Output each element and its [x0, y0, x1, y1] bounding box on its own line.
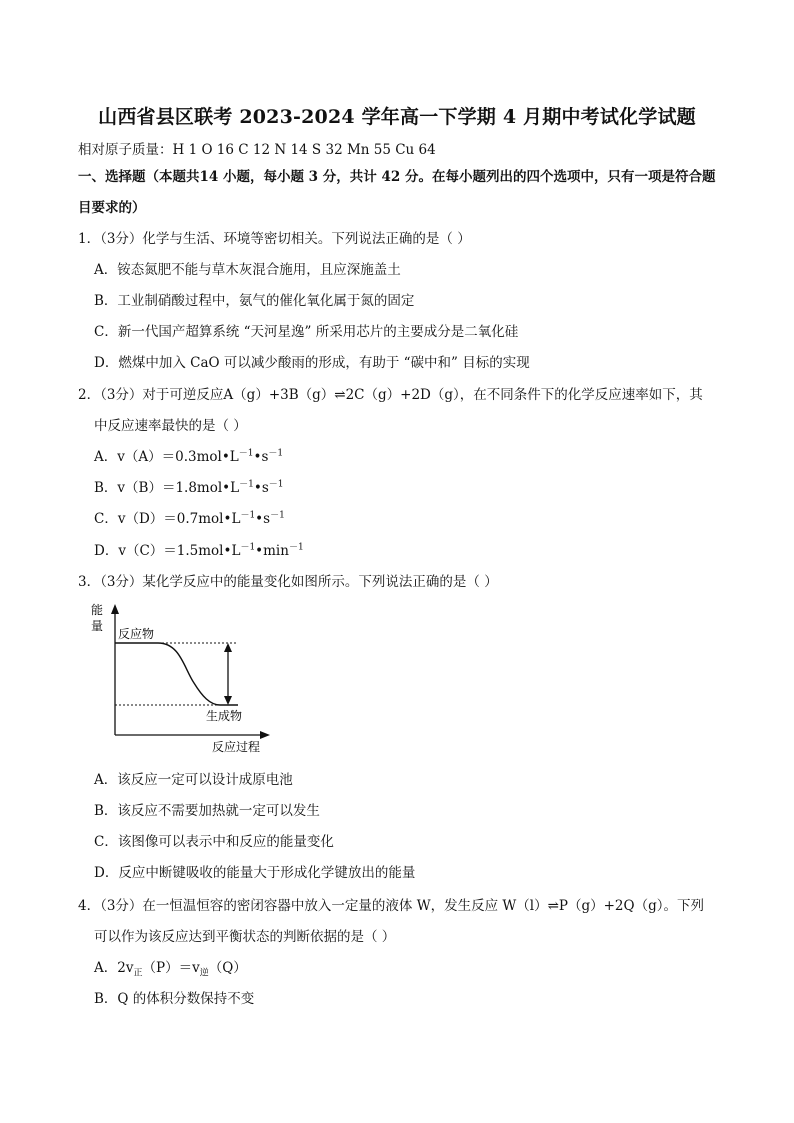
question-1-stem: 1．（3分）化学与生活、环境等密切相关。下列说法正确的是（ ） [78, 231, 471, 247]
atomic-mass-line: 相对原子质量：H 1 O 16 C 12 N 14 S 32 Mn 55 Cu 64 [78, 142, 436, 158]
reactant-label: 反应物 [118, 627, 155, 641]
y-axis-arrow [111, 604, 119, 614]
question-4-option-b: B．Q 的体积分数保持不变 [94, 991, 255, 1007]
section-heading: 一、选择题（本题共14 小题，每小题 3 分，共计 42 分。在每小题列出的四个选项中，只有一项是符合题 [78, 169, 716, 185]
y-axis-label-1: 能 [91, 603, 104, 617]
question-3-option-c: C．该图像可以表示中和反应的能量变化 [94, 834, 334, 850]
x-axis-label: 反应过程 [212, 740, 261, 754]
question-2-option-c: C．$v(D)=0.7mol•L^{-1}•s^{-1}$ [94, 510, 285, 527]
question-3-option-b: B．该反应不需要加热就一定可以发生 [94, 803, 320, 819]
question-2-option-a: A．$v(A)=0.3mol•L^{-1}•s^{-1}$ [94, 448, 284, 465]
y-axis-label-2: 量 [91, 619, 104, 633]
question-1-option-c: C．新一代国产超算系统 “天河星逸” 所采用芯片的主要成分是二氧化硅 [94, 324, 519, 340]
section-heading-cont: 目要求的） [78, 200, 146, 216]
energy-curve [115, 643, 238, 705]
question-3-option-a: A．该反应一定可以设计成原电池 [94, 772, 293, 788]
x-axis-arrow [260, 731, 270, 739]
question-1-option-b: B．工业制硝酸过程中，氨气的催化氧化属于氮的固定 [94, 293, 415, 309]
question-3-option-d: D．反应中断键吸收的能量大于形成化学键放出的能量 [94, 865, 416, 881]
question-1-option-d: D．燃煤中加入 CaO 可以减少酸雨的形成，有助于 “碳中和” 目标的实现 [94, 355, 530, 371]
question-4-stem: 4．（3分）在一恒温恒容的密闭容器中放入一定量的液体 W，发生反应 W（l）⇌P（g）+2Q（g）。下列 [78, 898, 704, 914]
question-2-option-b: B．$v(B)=1.8mol•L^{-1}•s^{-1}$ [94, 479, 284, 496]
question-4-option-a: A．$2v_正(P)=v_逆(Q)$ [94, 960, 247, 979]
product-label: 生成物 [206, 709, 243, 723]
page-title: 山西省县区联考 2023-2024 学年高一下学期 4 月期中考试化学试题 [98, 106, 696, 128]
energy-diagram [88, 598, 278, 760]
question-2-option-d: D．$v(C)=1.5mol•L^{-1}•\min^{-1}$ [94, 542, 304, 559]
question-1-option-a: A．铵态氮肥不能与草木灰混合施用，且应深施盖土 [94, 262, 401, 278]
question-2-stem: 2．（3分）对于可逆反应A（g）+3B（g）⇌2C（g）+2D（g），在不同条件下的化学反应速率如下，其 [78, 387, 703, 403]
question-4-stem-cont: 可以作为该反应达到平衡状态的判断依据的是（ ） [94, 929, 396, 945]
question-3-stem: 3．（3分）某化学反应中的能量变化如图所示。下列说法正确的是（ ） [78, 574, 498, 590]
question-2-stem-cont: 中反应速率最快的是（ ） [94, 418, 247, 434]
